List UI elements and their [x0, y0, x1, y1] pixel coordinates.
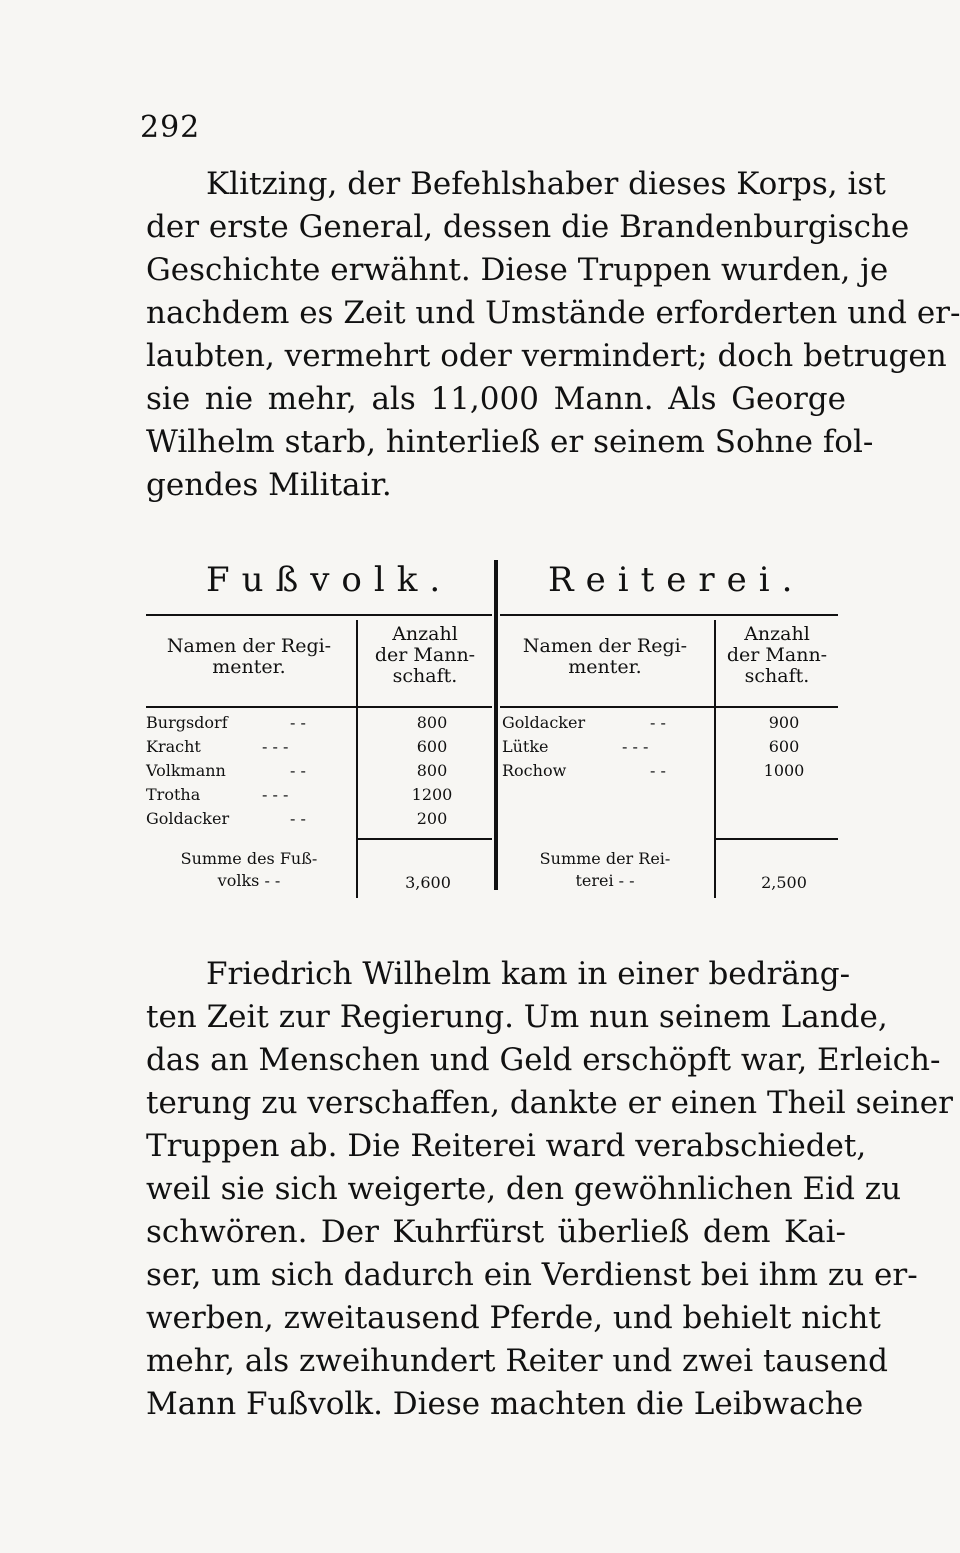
dash-leader: - -: [290, 713, 306, 732]
text-line: laubten, vermehrt oder vermindert; doch betrugen: [146, 338, 947, 374]
regiment-count: 600: [416, 737, 448, 756]
regiment-count: 600: [768, 737, 800, 756]
fussvolk-heading: Fußvolk.: [206, 560, 453, 600]
dash-leader: - -: [650, 761, 666, 780]
reiterei-heading: Reiterei.: [548, 560, 805, 600]
text-line: ser, um sich dadurch ein Verdienst bei ihm zu er-: [146, 1257, 918, 1293]
text-line: das an Menschen und Geld erschöpft war, Erleich-: [146, 1042, 941, 1078]
regiment-name: Kracht: [146, 737, 201, 756]
rule: [356, 838, 492, 840]
text-line: werben, zweitausend Pferde, und behielt nicht: [146, 1300, 881, 1336]
regiment-count: 1000: [763, 761, 805, 780]
dash-leader: - - -: [262, 785, 289, 804]
text-line: gendes Militair.: [146, 467, 392, 503]
text-line: Wilhelm starb, hinterließ er seinem Sohne fol-: [146, 424, 874, 460]
text-line: schwören. Der Kuhrfürst überließ dem Kai-: [146, 1214, 846, 1250]
text-line: Klitzing, der Befehlshaber dieses Korps, ist: [206, 166, 886, 202]
dash-leader: - -: [290, 809, 306, 828]
regiment-name: Volkmann: [146, 761, 226, 780]
regiment-name: Goldacker: [502, 713, 586, 732]
rule: [146, 614, 492, 616]
regiment-name: Trotha: [146, 785, 201, 804]
text-line: der erste General, dessen die Brandenburgische: [146, 209, 910, 245]
center-divider: [494, 560, 498, 890]
column-header-name: Namen der Regi- menter.: [522, 635, 688, 678]
rule: [500, 614, 838, 616]
regiment-count: 900: [768, 713, 800, 732]
page-number: 292: [140, 110, 201, 145]
regiment-name: Lütke: [502, 737, 549, 756]
column-header-name: Namen der Regi- menter.: [166, 635, 332, 678]
regiment-name: Burgsdorf: [146, 713, 228, 732]
text-line: sie nie mehr, als 11,000 Mann. Als George: [146, 381, 846, 417]
dash-leader: - -: [650, 713, 666, 732]
text-line: nachdem es Zeit und Umstände erforderten und er-: [146, 295, 960, 331]
column-header-count: Anzahl der Mann- schaft.: [374, 623, 476, 687]
sum-label: Summe der Rei- terei - -: [539, 849, 671, 890]
regiment-name: Goldacker: [146, 809, 230, 828]
sum-value: 3,600: [405, 873, 451, 892]
text-line: Truppen ab. Die Reiterei ward verabschiedet,: [146, 1128, 867, 1164]
regiment-name: Rochow: [502, 761, 567, 780]
rule: [500, 706, 838, 708]
text-line: ten Zeit zur Regierung. Um nun seinem Lande,: [146, 999, 888, 1035]
rule: [146, 706, 492, 708]
regiment-count: 800: [416, 761, 448, 780]
paragraph-2: [146, 953, 953, 1426]
sum-value: 2,500: [761, 873, 807, 892]
regiment-count: 800: [416, 713, 448, 732]
text-line: Mann Fußvolk. Diese machten die Leibwache: [146, 1386, 864, 1422]
text-line: Friedrich Wilhelm kam in einer bedräng-: [206, 956, 851, 992]
sum-label: Summe des Fuß- volks - -: [180, 849, 318, 890]
text-line: Geschichte erwähnt. Diese Truppen wurden, je: [146, 252, 889, 288]
text-line: mehr, als zweihundert Reiter und zwei tausend: [146, 1343, 888, 1379]
rule: [714, 838, 838, 840]
text-line: weil sie sich weigerte, den gewöhnlichen Eid zu: [146, 1171, 902, 1207]
text-line: terung zu verschaffen, dankte er einen Theil seiner: [146, 1085, 953, 1121]
paragraph-1: [146, 163, 960, 507]
dash-leader: - -: [290, 761, 306, 780]
regiment-count: 1200: [411, 785, 453, 804]
regiment-count: 200: [416, 809, 448, 828]
dash-leader: - - -: [262, 737, 289, 756]
column-header-count: Anzahl der Mann- schaft.: [726, 623, 828, 687]
dash-leader: - - -: [622, 737, 649, 756]
